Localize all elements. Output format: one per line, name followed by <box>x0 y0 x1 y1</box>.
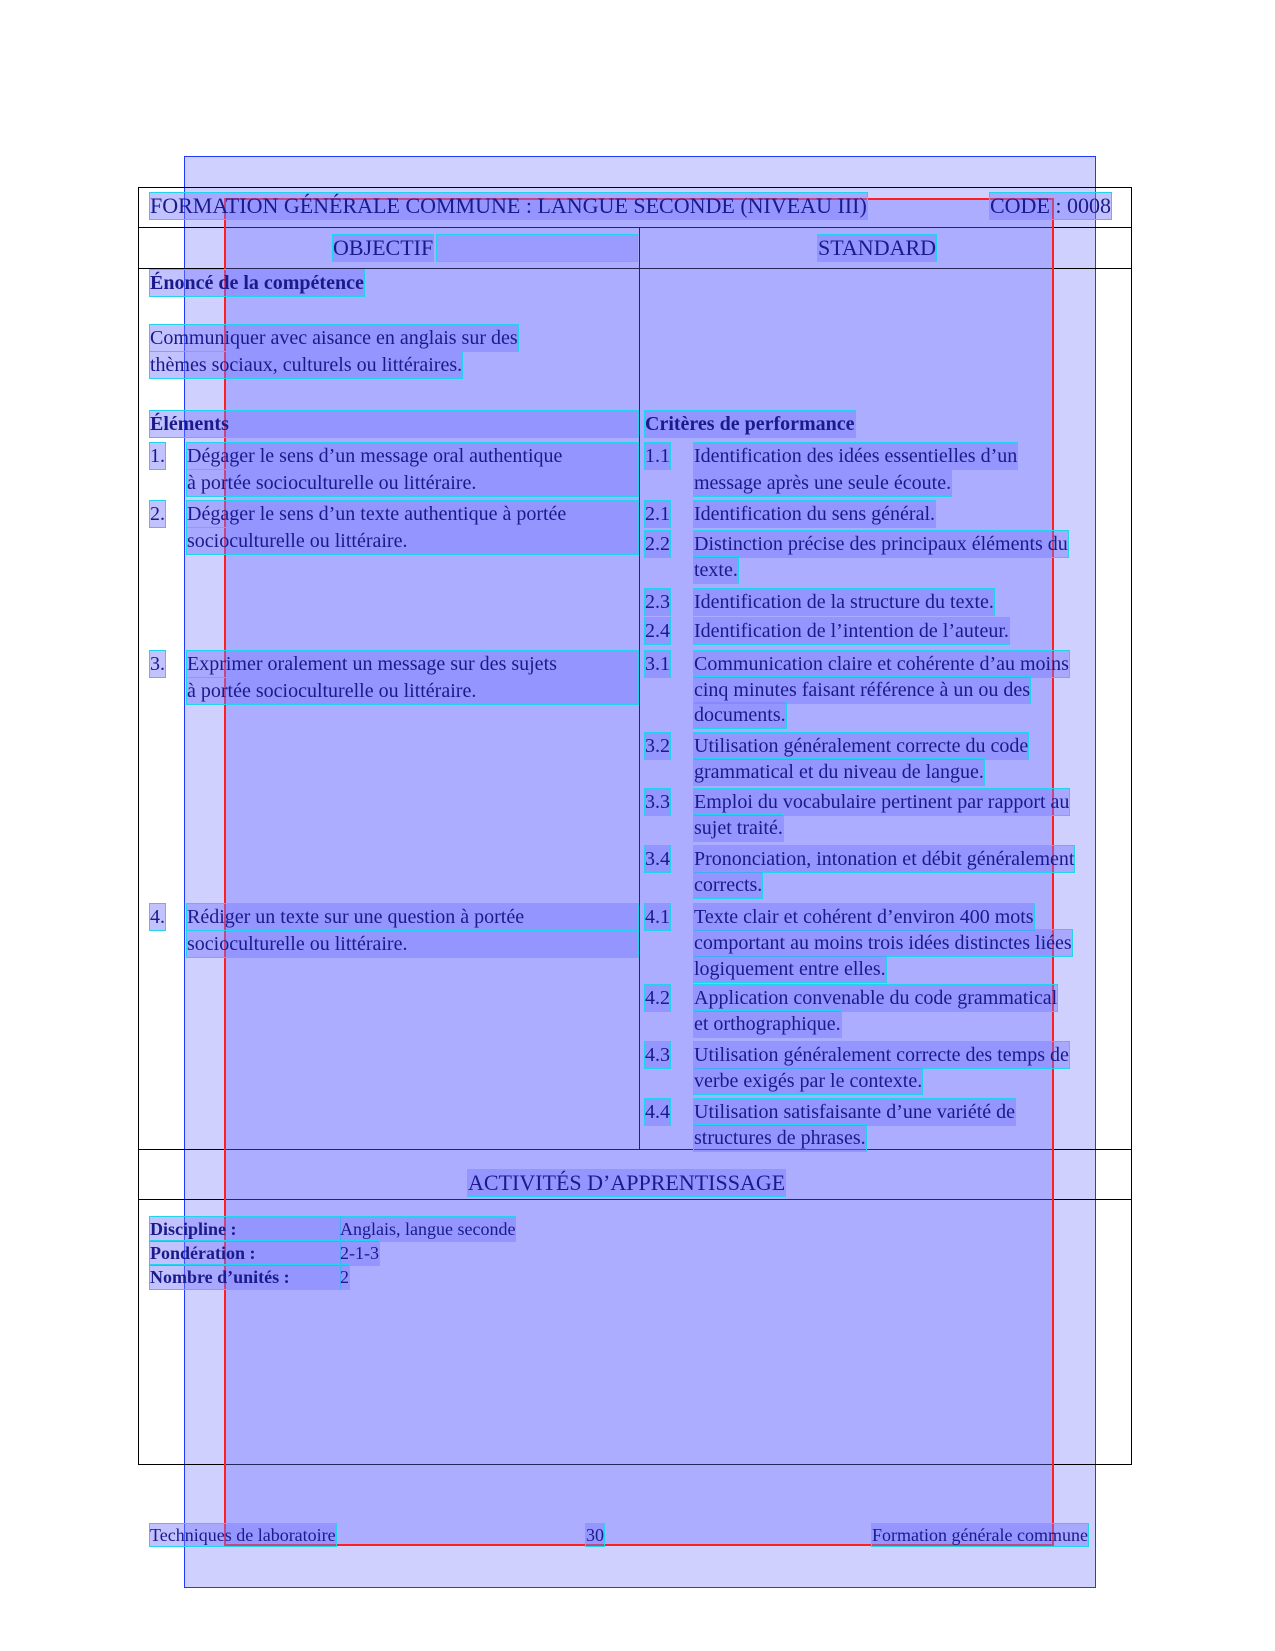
criterion-number: 4.4 <box>645 1101 670 1123</box>
criterion-number: 2.3 <box>645 591 670 613</box>
criterion-2-3-line-1: Identification de la structure du texte. <box>694 591 994 613</box>
footer-page-number: 30 <box>586 1525 604 1545</box>
element-number: 4. <box>150 906 165 928</box>
column-standard: STANDARD <box>818 235 937 260</box>
column-objectif: OBJECTIF <box>333 235 434 260</box>
criterion-1-1-line-1: Identification des idées essentielles d’un <box>694 445 1018 467</box>
criterion-number: 3.3 <box>645 791 670 813</box>
criterion-2-2-line-2: texte. <box>694 559 738 581</box>
criterion-number: 4.2 <box>645 987 670 1009</box>
element-4-line-2: socioculturelle ou littéraire. <box>187 931 638 957</box>
element-3-line-2: à portée socioculturelle ou littéraire. <box>187 678 638 704</box>
element-1-line-2: à portée socioculturelle ou littéraire. <box>187 470 638 496</box>
units-label: Nombre d’unités : <box>150 1265 340 1289</box>
criterion-number: 4.3 <box>645 1044 670 1066</box>
element-number: 2. <box>150 503 165 525</box>
element-1-line-1: Dégager le sens d’un message oral authentique <box>187 443 638 469</box>
criterion-3-1-line-3: documents. <box>694 704 786 726</box>
criterion-3-3-line-2: sujet traité. <box>694 817 783 839</box>
element-3-line-1: Exprimer oralement un message sur des sujets <box>187 651 638 677</box>
competence-line-2: thèmes sociaux, culturels ou littéraires. <box>150 354 463 376</box>
criterion-number: 3.2 <box>645 735 670 757</box>
criterion-4-3-line-2: verbe exigés par le contexte. <box>694 1070 923 1092</box>
criterion-number: 2.4 <box>645 620 670 642</box>
criterion-3-4-line-1: Prononciation, intonation et débit généralement <box>694 848 1075 870</box>
criterion-3-2-line-2: grammatical et du niveau de langue. <box>694 761 984 783</box>
criterion-3-1-line-1: Communication claire et cohérente d’au moins <box>694 653 1069 675</box>
criterion-2-4-line-1: Identification de l’intention de l’auteur. <box>694 620 1009 642</box>
criterion-3-4-line-2: corrects. <box>694 874 763 896</box>
criterion-4-1-line-3: logiquement entre elles. <box>694 958 886 980</box>
discipline-label: Discipline : <box>150 1217 340 1241</box>
ponderation-label: Pondération : <box>150 1241 340 1265</box>
form-title: FORMATION GÉNÉRALE COMMUNE : LANGUE SECONDE (NIVEAU III) <box>150 193 867 218</box>
ponderation-value: 2-1-3 <box>340 1243 379 1263</box>
criterion-4-1-line-1: Texte clair et cohérent d’environ 400 mots <box>694 906 1034 928</box>
units-value: 2 <box>340 1267 349 1287</box>
element-4-line-1: Rédiger un texte sur une question à portée <box>187 904 638 930</box>
criterion-2-1-line-1: Identification du sens général. <box>694 503 936 525</box>
criterion-number: 2.1 <box>645 503 670 525</box>
footer-section: Formation générale commune <box>872 1525 1088 1545</box>
criterion-1-1-line-2: message après une seule écoute. <box>694 472 952 494</box>
element-2-line-1: Dégager le sens d’un texte authentique à portée <box>187 501 638 527</box>
form-code: CODE : 0008 <box>990 193 1111 218</box>
footer-program: Techniques de laboratoire <box>150 1525 336 1545</box>
criterion-4-1-line-2: comportant au moins trois idées distinctes liées <box>694 932 1072 954</box>
element-number: 1. <box>150 445 165 467</box>
criterion-4-4-line-1: Utilisation satisfaisante d’une variété de <box>694 1101 1016 1123</box>
criterion-number: 4.1 <box>645 906 670 928</box>
element-number: 3. <box>150 653 165 675</box>
competence-line-1: Communiquer avec aisance en anglais sur des <box>150 327 518 349</box>
criterion-4-2-line-1: Application convenable du code grammatical <box>694 987 1058 1009</box>
criterion-2-2-line-1: Distinction précise des principaux éléments du <box>694 533 1068 555</box>
criteria-heading: Critères de performance <box>645 413 855 435</box>
criterion-4-2-line-2: et orthographique. <box>694 1013 841 1035</box>
inner-overlay-region <box>224 198 1054 1546</box>
column-header-band <box>437 235 637 261</box>
criterion-3-2-line-1: Utilisation généralement correcte du code <box>694 735 1029 757</box>
activities-title: ACTIVITÉS D’APPRENTISSAGE <box>468 1170 786 1195</box>
criterion-4-3-line-1: Utilisation généralement correcte des temps de <box>694 1044 1069 1066</box>
criterion-3-3-line-1: Emploi du vocabulaire pertinent par rapport au <box>694 791 1070 813</box>
element-2-line-2: socioculturelle ou littéraire. <box>187 528 638 554</box>
criterion-4-4-line-2: structures de phrases. <box>694 1127 866 1149</box>
criterion-number: 3.1 <box>645 653 670 675</box>
criterion-number: 2.2 <box>645 533 670 555</box>
discipline-value: Anglais, langue seconde <box>340 1219 516 1239</box>
criterion-3-1-line-2: cinq minutes faisant référence à un ou des <box>694 679 1030 701</box>
criterion-number: 1.1 <box>645 445 670 467</box>
competence-heading: Énoncé de la compétence <box>150 272 364 294</box>
elements-heading: Éléments <box>150 411 638 437</box>
criterion-number: 3.4 <box>645 848 670 870</box>
